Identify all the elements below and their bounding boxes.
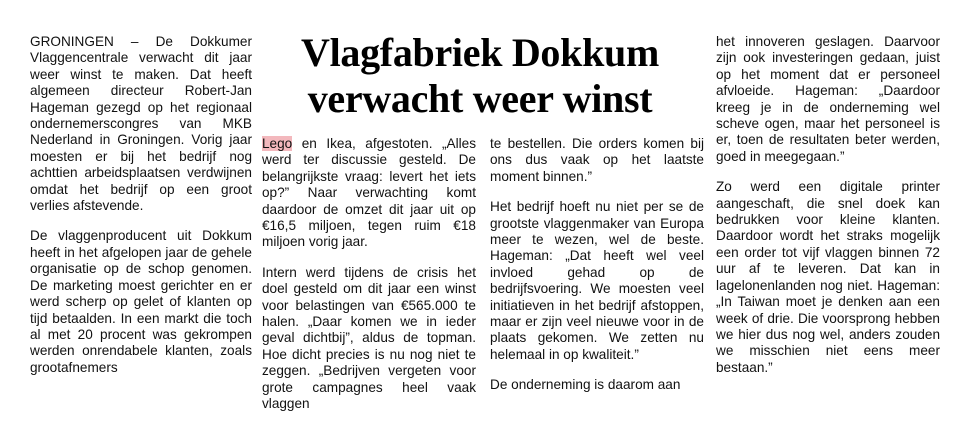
paragraph: Zo werd een digitale printer aangeschaft, die snel doek kan bedrukken voor kleine klanten. Daardoor wordt het straks mogelijk een order tot vijf vlaggen binnen 72 uur af te leveren. Dat kan in lagelonenlanden nog niet. Hageman: „In Taiwan moet je denken aan een week of drie. Die voorsprong hebben we hier dus nog wel, anders zouden we misschien niet eens meer bestaan.” (716, 179, 940, 375)
paragraph: te bestellen. Die orders komen bij ons dus vaak op het laatste moment binnen.” (490, 136, 704, 184)
paragraph (262, 136, 476, 251)
highlighted-word: Lego (262, 136, 293, 151)
headline-line-1: Vlagfabriek Dokkum (301, 30, 659, 75)
article-column-1 (30, 34, 252, 376)
paragraph: Intern werd tijdens de crisis het doel gesteld om dit jaar een winst voor belastingen van €565.000 te halen. „Daar komen we in ieder geval dichtbij”, aldus de topman. Hoe dicht precies is nu nog niet te zeggen. „Bedrijven vergeten voor grote campagnes heel vaak vlaggen (262, 264, 476, 412)
paragraph: De onderneming is daarom aan (490, 377, 681, 393)
paragraph: het innoveren geslagen. Daarvoor zijn ook investeringen gedaan, juist op het moment dat er personeel afvloeide. Hageman: „Daardoor kreeg je in de onderneming wel scheve ogen, maar het personeel is er, toen de resultaten beter werden, goed in meegegaan.” (716, 34, 940, 164)
paragraph: GRONINGEN – De Dokkumer Vlaggencentrale verwacht dit jaar weer winst te maken. Dat heeft algemeen directeur Robert-Jan Hageman gezegd op het regionaal ondernemerscongres van MKB Nederland in Groningen. Vorig jaar moesten er bij het bedrijf nog achttien arbeidsplaatsen verdwijnen omdat het bedrijf op een groot verlies afstevende. (30, 34, 252, 214)
headline-line-2: verwacht weer winst (307, 76, 653, 121)
article-column-4 (716, 34, 940, 376)
headline (256, 30, 704, 122)
paragraph: De vlaggenproducent uit Dokkum heeft in het afgelopen jaar de gehele organisatie op de schop genomen. De marketing moest gerichter en er werd scherp op gelet of klanten op tijd betaalden. In een markt die toch al met 20 procent was gekrompen werden onrendabele klanten, zoals grootafnemers (30, 228, 252, 375)
article-column-2 (262, 136, 476, 413)
paragraph: Het bedrijf hoeft nu niet per se de grootste vlaggenmaker van Europa meer te wezen, wel de beste. Hageman: „Dat heeft wel veel invloed gehad op de bedrijfsvoering. We moesten veel initiatieven in het bedrijf afstoppen, maar er zijn veel nieuwe voor in de plaats gekomen. We zetten nu helemaal in op kwaliteit.” (490, 199, 704, 362)
paragraph-text: en Ikea, afgestoten. „Alles werd ter discussie gesteld. De belangrijkste vraag: levert het iets op?” Naar verwachting komt daardoor de omzet dit jaar uit op €16,5 miljoen, tegen ruim €18 miljoen vorig jaar. (262, 136, 476, 250)
article-column-3 (490, 136, 704, 394)
